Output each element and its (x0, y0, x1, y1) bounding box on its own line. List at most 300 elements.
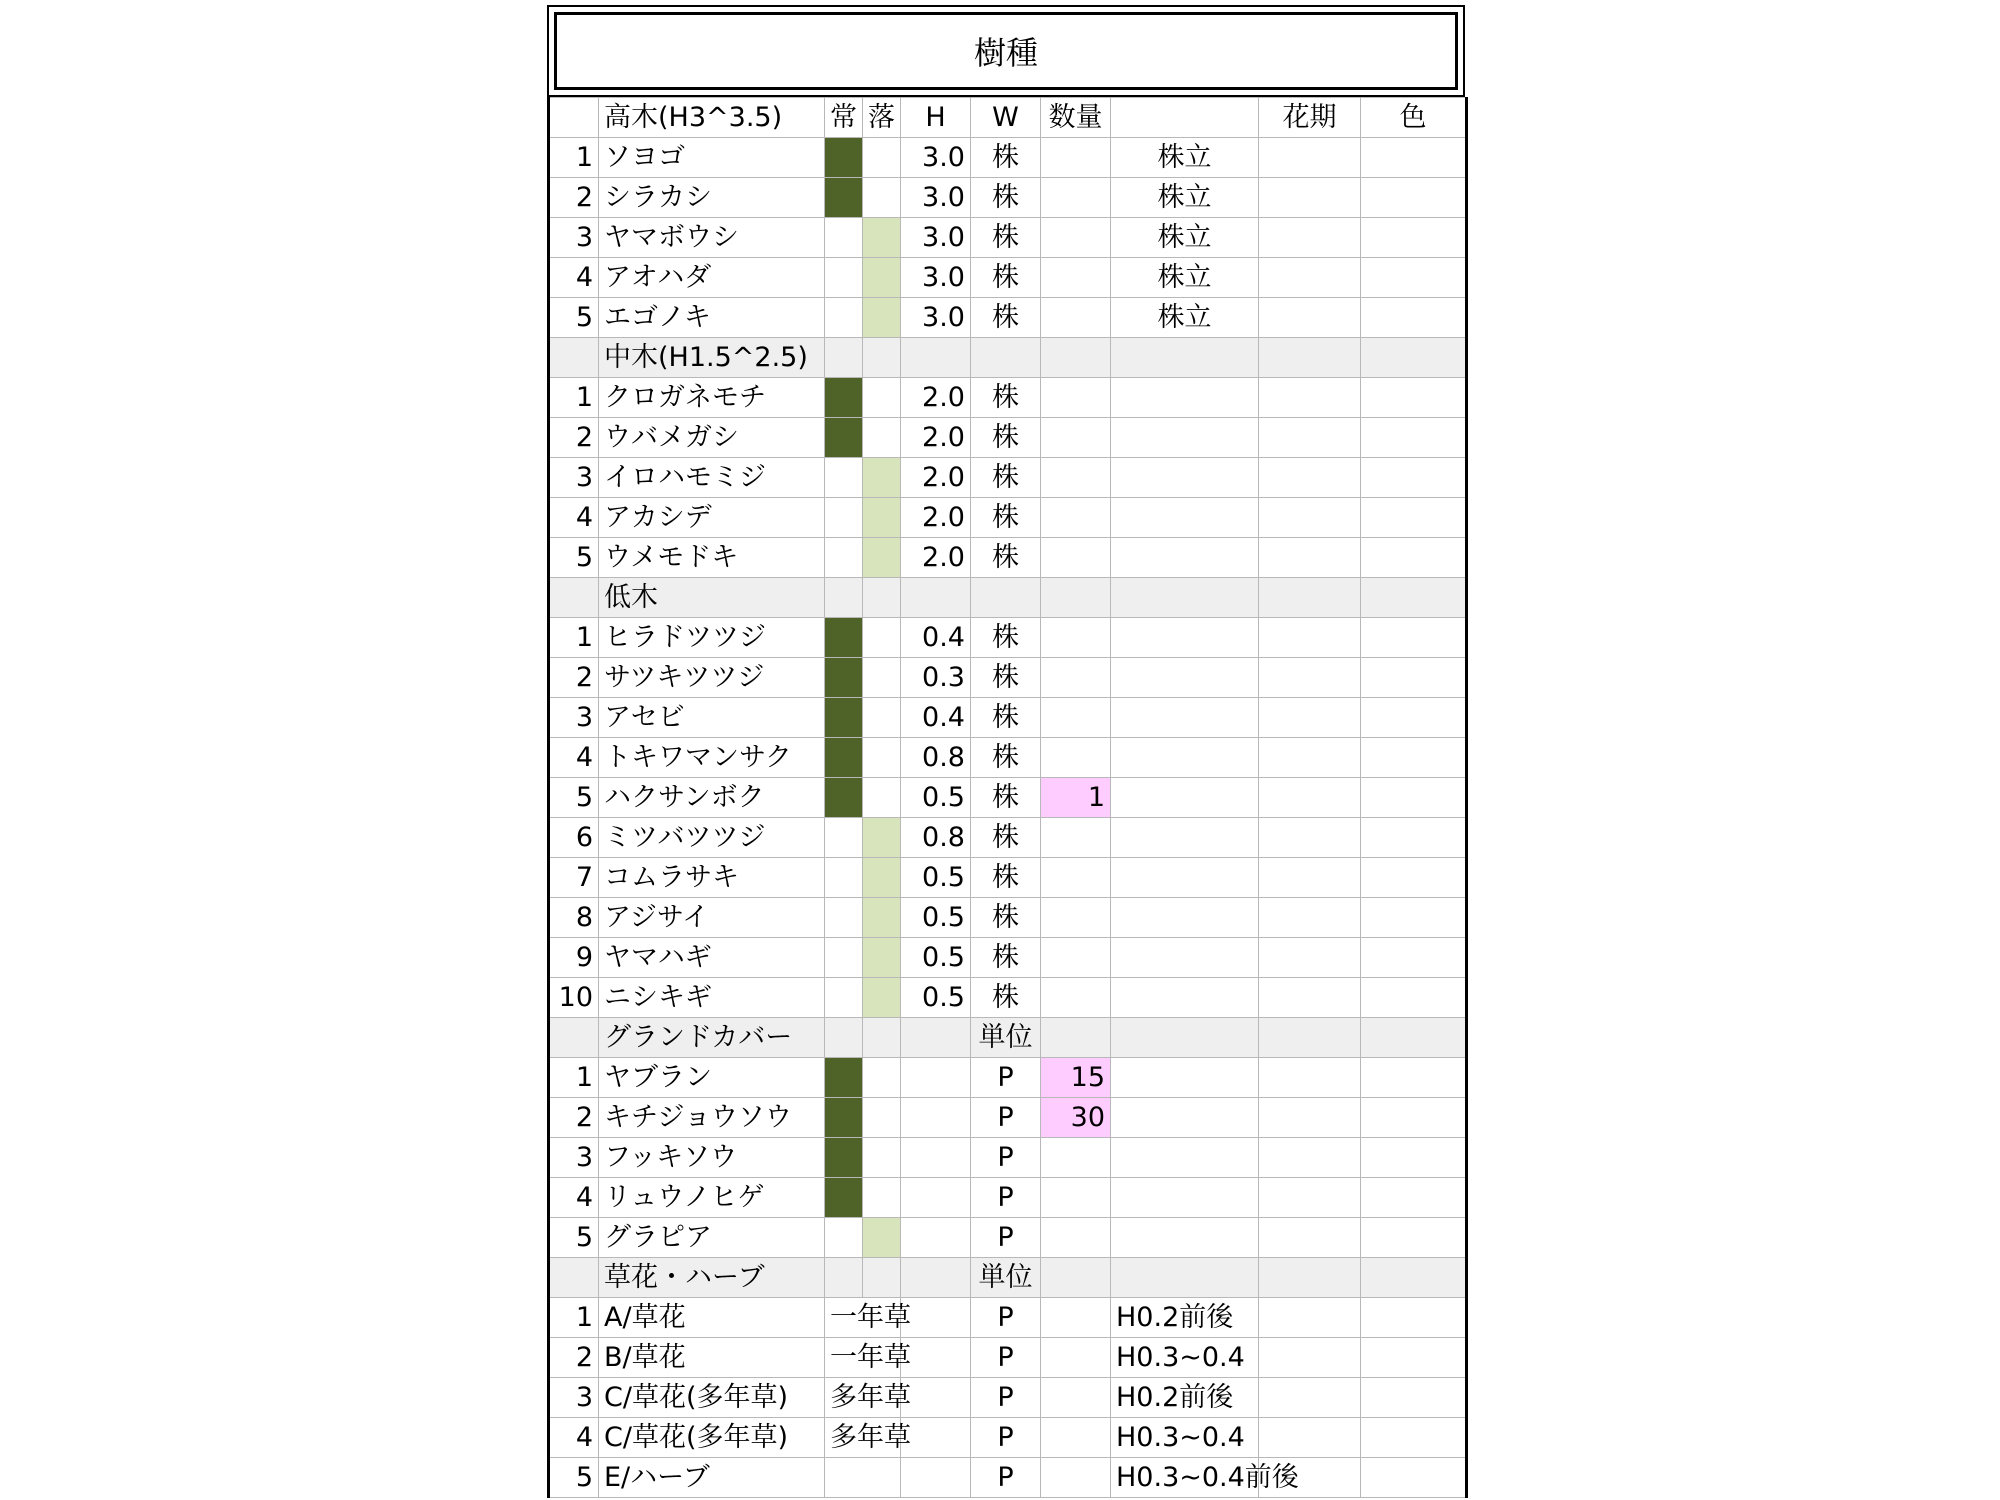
height-value: 2.0 (901, 418, 971, 458)
plant-name: ウメモドキ (599, 538, 825, 578)
deciduous-marker (863, 298, 901, 338)
plant-name: リュウノヒゲ (599, 1178, 825, 1218)
row-number: 1 (549, 1058, 599, 1098)
width-unit: 株 (971, 538, 1041, 578)
table-row (549, 498, 1467, 538)
note-cell (1111, 1218, 1259, 1258)
note-cell (1111, 738, 1259, 778)
quantity-cell (1041, 1258, 1111, 1298)
section-title: 低木 (599, 578, 825, 618)
height-value (901, 1178, 971, 1218)
note-cell: H0.3~0.4 (1111, 1338, 1259, 1378)
deciduous-marker (863, 618, 901, 658)
plant-name: ウバメガシ (599, 418, 825, 458)
width-unit: P (971, 1098, 1041, 1138)
row-number: 5 (549, 778, 599, 818)
width-unit: P (971, 1298, 1041, 1338)
row-number: 3 (549, 218, 599, 258)
quantity-cell (1041, 1378, 1111, 1418)
width-unit: 株 (971, 218, 1041, 258)
row-number: 2 (549, 418, 599, 458)
evergreen-marker (825, 178, 863, 218)
plant-type: 多年草 (825, 1418, 901, 1458)
color-cell (1361, 938, 1467, 978)
quantity-value: 30 (1041, 1098, 1111, 1138)
quantity-cell (1041, 1018, 1111, 1058)
deciduous-marker (863, 378, 901, 418)
note-cell (1111, 978, 1259, 1018)
quantity-cell (1041, 1338, 1111, 1378)
bloom-cell (1259, 1138, 1361, 1178)
unit-label: 単位 (971, 1018, 1041, 1058)
row-number (549, 1018, 599, 1058)
header-w: W (971, 98, 1041, 138)
table-row (549, 1218, 1467, 1258)
width-unit: 株 (971, 738, 1041, 778)
unit-label (971, 338, 1041, 378)
height-value: 0.4 (901, 698, 971, 738)
evergreen-marker (825, 1138, 863, 1178)
plant-type (825, 1458, 901, 1498)
plant-name: ヤブラン (599, 1058, 825, 1098)
height-value: 2.0 (901, 458, 971, 498)
deciduous-marker (863, 458, 901, 498)
bloom-cell (1259, 778, 1361, 818)
bloom-cell (1259, 1018, 1361, 1058)
evergreen-marker (825, 738, 863, 778)
note-cell (1111, 858, 1259, 898)
height-value: 0.8 (901, 818, 971, 858)
quantity-value (1041, 258, 1111, 298)
color-cell (1361, 978, 1467, 1018)
quantity-value (1041, 498, 1111, 538)
bloom-cell (1259, 138, 1361, 178)
color-cell (1361, 1098, 1467, 1138)
note-cell (1111, 338, 1259, 378)
quantity-value (1041, 818, 1111, 858)
height-cell (901, 1458, 971, 1498)
deciduous-cell (863, 1018, 901, 1058)
plant-name: ハクサンボク (599, 778, 825, 818)
row-number (549, 1258, 599, 1298)
row-number: 3 (549, 458, 599, 498)
quantity-value (1041, 298, 1111, 338)
bloom-cell (1259, 1338, 1361, 1378)
plant-type: 一年草 (825, 1338, 901, 1378)
color-cell (1361, 698, 1467, 738)
plant-name: C/草花(多年草) (599, 1378, 825, 1418)
height-cell (901, 1418, 971, 1458)
deciduous-marker (863, 218, 901, 258)
evergreen-marker (825, 1218, 863, 1258)
color-cell (1361, 578, 1467, 618)
height-cell (901, 1338, 971, 1378)
color-cell (1361, 658, 1467, 698)
section-title: グランドカバー (599, 1018, 825, 1058)
color-cell (1361, 178, 1467, 218)
width-unit: 株 (971, 898, 1041, 938)
deciduous-marker (863, 178, 901, 218)
evergreen-cell (825, 338, 863, 378)
deciduous-marker (863, 978, 901, 1018)
deciduous-marker (863, 858, 901, 898)
note-cell: 株立 (1111, 298, 1259, 338)
plant-name: グラピア (599, 1218, 825, 1258)
height-cell (901, 578, 971, 618)
quantity-value (1041, 218, 1111, 258)
evergreen-marker (825, 778, 863, 818)
row-number: 6 (549, 818, 599, 858)
row-number: 4 (549, 738, 599, 778)
evergreen-marker (825, 538, 863, 578)
width-unit: 株 (971, 778, 1041, 818)
section-row (549, 338, 1467, 378)
plant-name: ヤマボウシ (599, 218, 825, 258)
header-deciduous: 落 (863, 98, 901, 138)
bloom-cell (1259, 978, 1361, 1018)
deciduous-cell (863, 1258, 901, 1298)
section-title: 中木(H1.5^2.5) (599, 338, 825, 378)
table-row (549, 1138, 1467, 1178)
plant-name: トキワマンサク (599, 738, 825, 778)
color-cell (1361, 1058, 1467, 1098)
color-cell (1361, 498, 1467, 538)
deciduous-marker (863, 1058, 901, 1098)
color-cell (1361, 298, 1467, 338)
height-value (901, 1098, 971, 1138)
deciduous-marker (863, 1138, 901, 1178)
plant-name: ミツバツツジ (599, 818, 825, 858)
quantity-cell (1041, 578, 1111, 618)
bloom-cell (1259, 1258, 1361, 1298)
deciduous-marker (863, 738, 901, 778)
plant-type: 多年草 (825, 1378, 901, 1418)
note-cell: 株立 (1111, 138, 1259, 178)
table-row (549, 858, 1467, 898)
unit-label (971, 578, 1041, 618)
section-row (549, 578, 1467, 618)
height-value: 2.0 (901, 378, 971, 418)
bloom-cell (1259, 618, 1361, 658)
height-value: 0.3 (901, 658, 971, 698)
bloom-cell (1259, 178, 1361, 218)
plant-name: C/草花(多年草) (599, 1418, 825, 1458)
deciduous-marker (863, 1218, 901, 1258)
row-number (549, 338, 599, 378)
section-row (549, 1018, 1467, 1058)
color-cell (1361, 1298, 1467, 1338)
quantity-value (1041, 378, 1111, 418)
bloom-cell (1259, 338, 1361, 378)
height-value: 0.5 (901, 938, 971, 978)
evergreen-marker (825, 298, 863, 338)
quantity-cell (1041, 1298, 1111, 1338)
quantity-value (1041, 738, 1111, 778)
note-cell (1111, 378, 1259, 418)
plant-name: E/ハーブ (599, 1458, 825, 1498)
bloom-cell (1259, 498, 1361, 538)
row-number: 2 (549, 1098, 599, 1138)
color-cell (1361, 138, 1467, 178)
width-unit: 株 (971, 938, 1041, 978)
header-bloom: 花期 (1259, 98, 1361, 138)
color-cell (1361, 778, 1467, 818)
width-unit: 株 (971, 858, 1041, 898)
row-number (549, 578, 599, 618)
evergreen-marker (825, 1058, 863, 1098)
row-number: 2 (549, 178, 599, 218)
deciduous-marker (863, 498, 901, 538)
quantity-value (1041, 458, 1111, 498)
note-cell (1111, 938, 1259, 978)
plant-name: エゴノキ (599, 298, 825, 338)
width-unit: 株 (971, 698, 1041, 738)
evergreen-marker (825, 218, 863, 258)
note-cell: H0.2前後 (1111, 1298, 1259, 1338)
header-qty: 数量 (1041, 98, 1111, 138)
width-unit: P (971, 1218, 1041, 1258)
row-number: 2 (549, 1338, 599, 1378)
quantity-value (1041, 618, 1111, 658)
note-cell (1111, 458, 1259, 498)
row-number: 1 (549, 138, 599, 178)
color-cell (1361, 898, 1467, 938)
plant-name: B/草花 (599, 1338, 825, 1378)
quantity-value (1041, 418, 1111, 458)
plant-name: キチジョウソウ (599, 1098, 825, 1138)
height-cell (901, 1298, 971, 1338)
plant-name: フッキソウ (599, 1138, 825, 1178)
header-color: 色 (1361, 98, 1467, 138)
table-row (549, 298, 1467, 338)
evergreen-marker (825, 418, 863, 458)
note-cell (1111, 1178, 1259, 1218)
evergreen-marker (825, 458, 863, 498)
header-row (549, 98, 1467, 138)
row-number: 3 (549, 1138, 599, 1178)
deciduous-cell (863, 578, 901, 618)
table-row (549, 978, 1467, 1018)
deciduous-marker (863, 1098, 901, 1138)
width-unit: 株 (971, 618, 1041, 658)
plant-type: 一年草 (825, 1298, 901, 1338)
header-note (1111, 98, 1259, 138)
width-unit: P (971, 1138, 1041, 1178)
color-cell (1361, 818, 1467, 858)
evergreen-marker (825, 938, 863, 978)
deciduous-marker (863, 258, 901, 298)
height-value: 0.5 (901, 858, 971, 898)
note-cell (1111, 1258, 1259, 1298)
table-row (549, 1378, 1467, 1418)
height-value: 0.5 (901, 978, 971, 1018)
row-number: 4 (549, 1178, 599, 1218)
plant-name: ソヨゴ (599, 138, 825, 178)
quantity-value (1041, 1218, 1111, 1258)
height-value (901, 1138, 971, 1178)
note-cell: 株立 (1111, 218, 1259, 258)
title-box (547, 5, 1465, 97)
quantity-value: 15 (1041, 1058, 1111, 1098)
row-number: 5 (549, 538, 599, 578)
width-unit: P (971, 1458, 1041, 1498)
bloom-cell (1259, 1218, 1361, 1258)
table-row (549, 1098, 1467, 1138)
height-cell (901, 1378, 971, 1418)
table-row (549, 738, 1467, 778)
bloom-cell (1259, 258, 1361, 298)
row-number: 1 (549, 1298, 599, 1338)
quantity-value (1041, 1138, 1111, 1178)
bloom-cell (1259, 1378, 1361, 1418)
width-unit: P (971, 1178, 1041, 1218)
deciduous-marker (863, 538, 901, 578)
bloom-cell (1259, 1058, 1361, 1098)
quantity-cell (1041, 1418, 1111, 1458)
evergreen-marker (825, 1178, 863, 1218)
row-number: 4 (549, 258, 599, 298)
bloom-cell (1259, 1178, 1361, 1218)
header-num (549, 98, 599, 138)
height-value: 0.5 (901, 778, 971, 818)
plant-name: ニシキギ (599, 978, 825, 1018)
note-cell (1111, 418, 1259, 458)
note-cell (1111, 1058, 1259, 1098)
bloom-cell (1259, 898, 1361, 938)
width-unit: 株 (971, 138, 1041, 178)
height-value (901, 1218, 971, 1258)
table-row (549, 538, 1467, 578)
row-number: 4 (549, 1418, 599, 1458)
row-number: 7 (549, 858, 599, 898)
deciduous-marker (863, 1178, 901, 1218)
note-cell (1111, 538, 1259, 578)
table-row (549, 1058, 1467, 1098)
height-value: 0.4 (901, 618, 971, 658)
row-number: 1 (549, 618, 599, 658)
height-value: 3.0 (901, 258, 971, 298)
deciduous-marker (863, 898, 901, 938)
plant-name: コムラサキ (599, 858, 825, 898)
table-row (549, 1338, 1467, 1378)
color-cell (1361, 1338, 1467, 1378)
table-row (549, 218, 1467, 258)
width-unit: P (971, 1058, 1041, 1098)
deciduous-marker (863, 778, 901, 818)
note-cell: H0.3~0.4 (1111, 1418, 1259, 1458)
plant-name: クロガネモチ (599, 378, 825, 418)
plant-name: シラカシ (599, 178, 825, 218)
color-cell (1361, 1378, 1467, 1418)
plant-name: サツキツツジ (599, 658, 825, 698)
plant-name: ヤマハギ (599, 938, 825, 978)
evergreen-cell (825, 578, 863, 618)
note-cell (1111, 618, 1259, 658)
quantity-value: 1 (1041, 778, 1111, 818)
color-cell (1361, 1458, 1467, 1498)
deciduous-marker (863, 418, 901, 458)
color-cell (1361, 258, 1467, 298)
plant-table (547, 97, 1468, 1498)
quantity-cell (1041, 1458, 1111, 1498)
note-cell: H0.2前後 (1111, 1378, 1259, 1418)
evergreen-marker (825, 618, 863, 658)
quantity-value (1041, 138, 1111, 178)
note-cell (1111, 498, 1259, 538)
bloom-cell (1259, 378, 1361, 418)
width-unit: 株 (971, 818, 1041, 858)
quantity-value (1041, 898, 1111, 938)
row-number: 5 (549, 298, 599, 338)
width-unit: 株 (971, 978, 1041, 1018)
bloom-cell (1259, 818, 1361, 858)
bloom-cell (1259, 458, 1361, 498)
bloom-cell (1259, 418, 1361, 458)
width-unit: 株 (971, 378, 1041, 418)
plant-name: イロハモミジ (599, 458, 825, 498)
deciduous-marker (863, 698, 901, 738)
deciduous-marker (863, 138, 901, 178)
bloom-cell (1259, 218, 1361, 258)
note-cell: 株立 (1111, 258, 1259, 298)
bloom-cell (1259, 578, 1361, 618)
quantity-value (1041, 938, 1111, 978)
row-number: 10 (549, 978, 599, 1018)
note-cell (1111, 658, 1259, 698)
note-cell (1111, 1018, 1259, 1058)
row-number: 5 (549, 1458, 599, 1498)
bloom-cell (1259, 1418, 1361, 1458)
note-cell (1111, 698, 1259, 738)
bloom-cell (1259, 1098, 1361, 1138)
height-value: 2.0 (901, 498, 971, 538)
height-value: 3.0 (901, 218, 971, 258)
width-unit: 株 (971, 498, 1041, 538)
table-row (549, 418, 1467, 458)
width-unit: P (971, 1418, 1041, 1458)
bloom-cell (1259, 938, 1361, 978)
table-row (549, 458, 1467, 498)
note-cell: H0.3~0.4前後 (1111, 1458, 1259, 1498)
color-cell (1361, 1018, 1467, 1058)
table-row (549, 618, 1467, 658)
row-number: 5 (549, 1218, 599, 1258)
table-row (549, 1178, 1467, 1218)
width-unit: 株 (971, 298, 1041, 338)
table-row (549, 658, 1467, 698)
color-cell (1361, 538, 1467, 578)
height-value: 0.5 (901, 898, 971, 938)
plant-name: アカシデ (599, 498, 825, 538)
table-row (549, 898, 1467, 938)
row-number: 1 (549, 378, 599, 418)
table-row (549, 938, 1467, 978)
quantity-cell (1041, 338, 1111, 378)
width-unit: 株 (971, 178, 1041, 218)
bloom-cell (1259, 698, 1361, 738)
color-cell (1361, 1218, 1467, 1258)
note-cell (1111, 778, 1259, 818)
height-value: 2.0 (901, 538, 971, 578)
evergreen-marker (825, 698, 863, 738)
quantity-value (1041, 658, 1111, 698)
row-number: 4 (549, 498, 599, 538)
table-row (549, 378, 1467, 418)
plant-name: ヒラドツツジ (599, 618, 825, 658)
quantity-value (1041, 538, 1111, 578)
table-row (549, 178, 1467, 218)
width-unit: 株 (971, 458, 1041, 498)
